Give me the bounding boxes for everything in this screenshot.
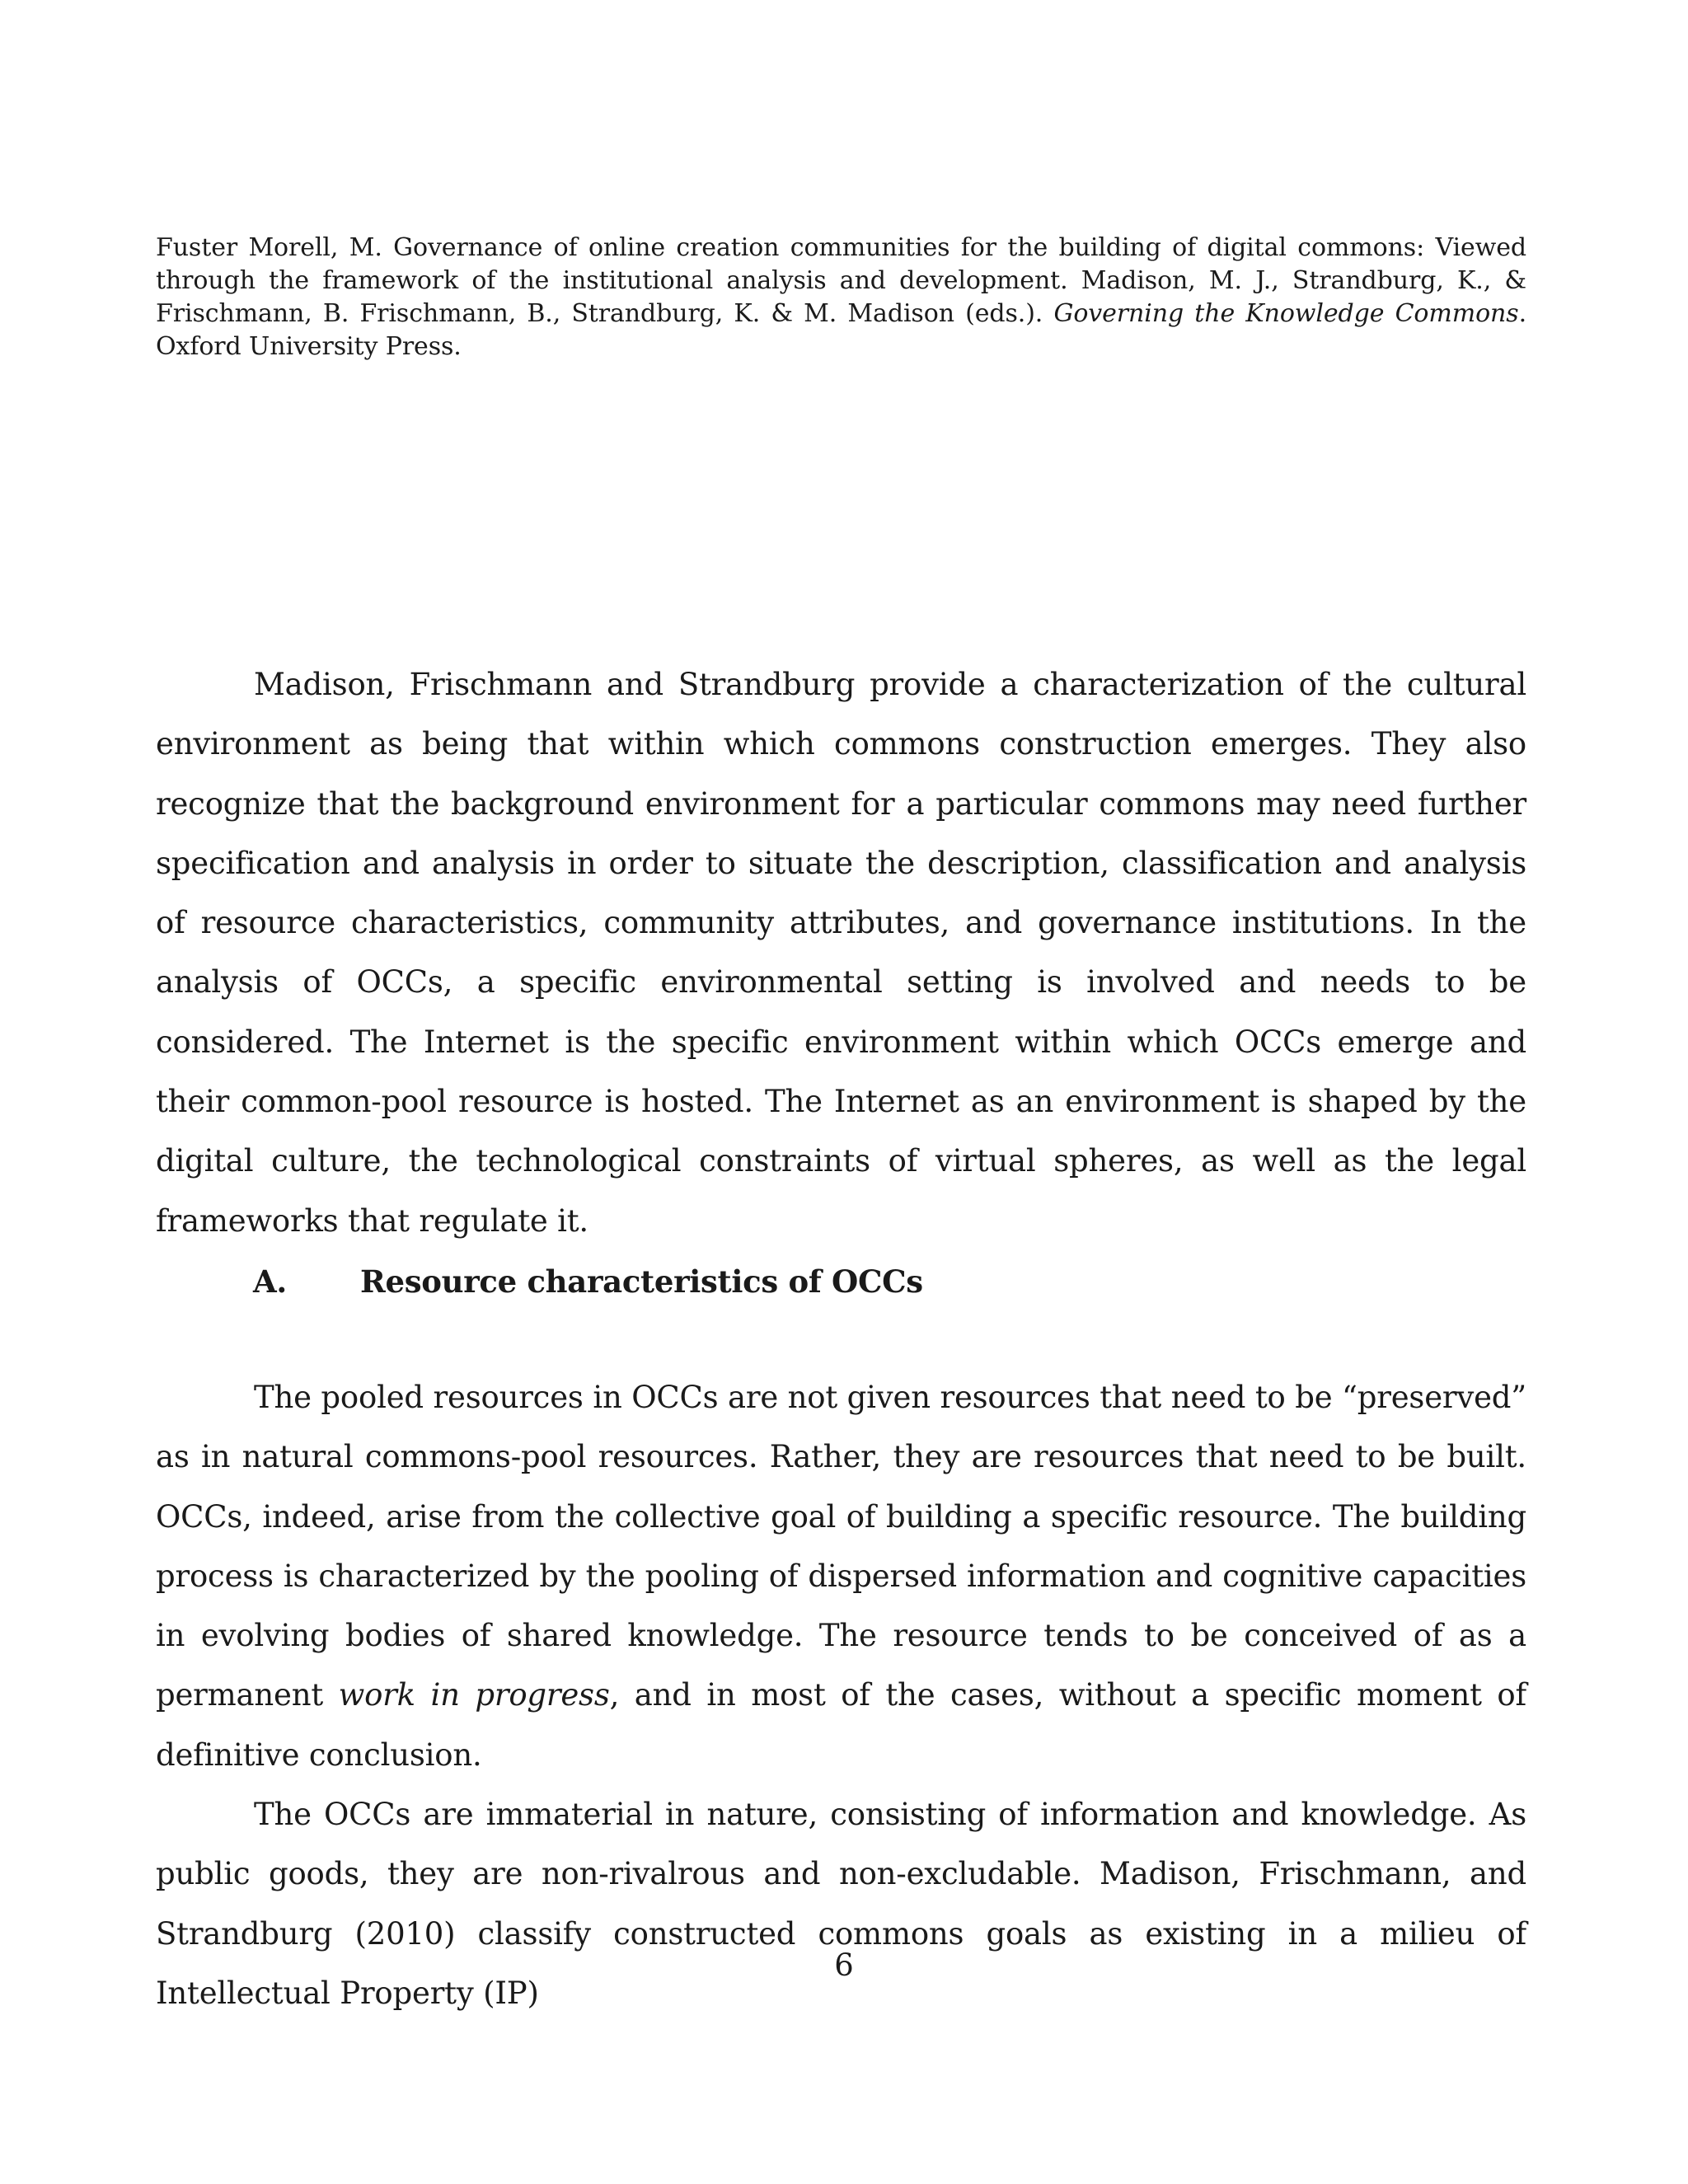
italic-phrase: work in progress (338, 1677, 610, 1713)
body-paragraph-immaterial: The OCCs are immaterial in nature, consisting of information and knowledge. As public goods, they are non-rivalrous and non-excludable. Madison, Frischmann, and Strandburg (2010) classify constructed commons goals as existing in a milieu of Intellectual Property (IP) (156, 1797, 1526, 2011)
body-section-content (156, 1368, 1526, 2023)
body-paragraph-environment (156, 655, 1526, 1251)
paragraph-text-end: , and in most of the cases, without a specific moment of definitive conclusion. (156, 1677, 1526, 1773)
page-number: 6 (834, 1947, 854, 1983)
body-paragraph-pooled-resources (156, 1368, 1526, 1785)
paragraph-text: The pooled resources in OCCs are not given resources that need to be “preserved” as in natural commons-pool resources. Rather, they are resources that need to be built. OCCs, indeed, arise from the collective goal of building a specific resource. The building process is characterized by the pooling of dispersed information and cognitive capacities in evolving bodies of shared knowledge. The resource tends to be conceived of as a permanent (156, 1380, 1526, 1713)
section-title: Resource characteristics of OCCs (360, 1263, 923, 1300)
section-number: A. (253, 1263, 287, 1300)
paragraph-text: Madison, Frischmann and Strandburg provide a characterization of the cultural environment as being that within which commons construction emerges. They also recognize that the background environment for a particular commons may need further specification and analysis in order to situate the description, classification and analysis of resource characteristics, community attributes, and governance institutions. In the analysis of OCCs, a specific environmental setting is involved and needs to be considered. The Internet is the specific environment within which OCCs emerge and their common-pool resource is hosted. The Internet as an environment is shaped by the digital culture, the technological constraints of virtual spheres, as well as the legal frameworks that regulate it. (156, 667, 1526, 1239)
footnote-book-title: Governing the Knowledge Commons (1053, 299, 1519, 328)
footnote-text: Fuster Morell, M. Governance of online creation communities for the building of digital commons: Viewed through the framework of the institutional analysis and development. Madison, M. J., Strandburg, K., & Frischmann, B. Frischmann, B., Strandburg, K. & M. Madison (eds.). (156, 233, 1526, 328)
reference-footnote (156, 232, 1526, 363)
footnote-publisher: . Oxford University Press. (156, 299, 1527, 361)
